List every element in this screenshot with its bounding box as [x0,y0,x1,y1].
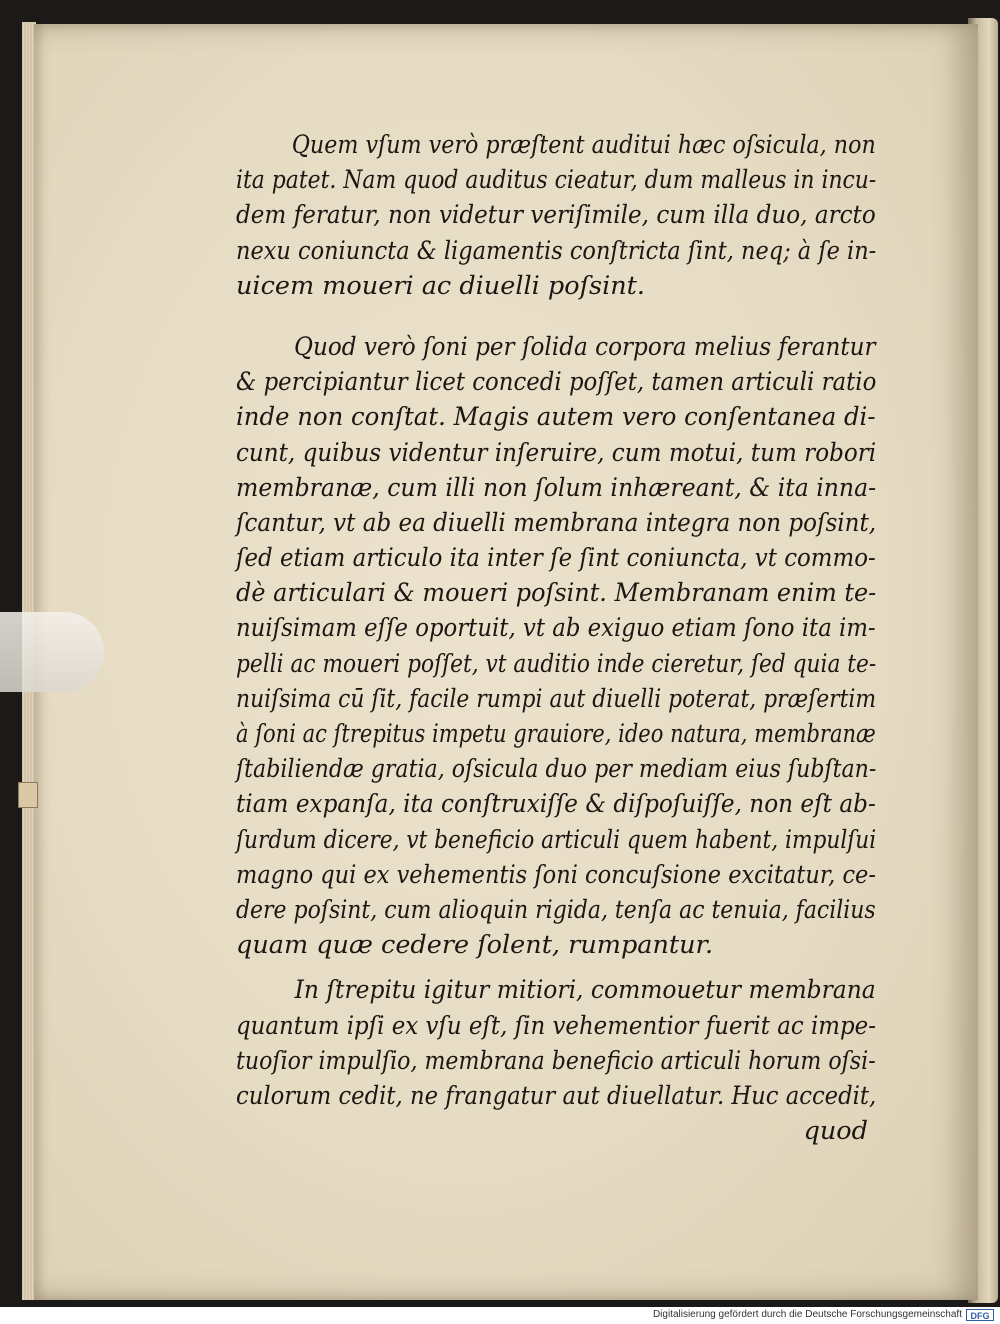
text-line: membranæ, cum illi non ſolum inhæreant, & ita inna- [236,472,877,503]
text-line: ſed etiam articulo ita inter ſe ſint coniuncta, vt commo- [236,543,876,574]
text-line: ita patet. Nam quod auditus cieatur, dum malleus in incu- [236,165,877,196]
bookmark-tab [0,612,104,692]
paragraph-1 [236,128,876,304]
text-line: à ſoni ac ſtrepitus impetu grauiore, ideo natura, membranæ [236,719,876,749]
text-line: Quod verò ſoni per ſolida corpora melius ferantur [294,331,876,362]
text-line: dem feratur, non videtur veriſimile, cum illa duo, arcto [236,200,876,231]
text-line: In ſtrepitu igitur mitiori, commouetur membrana [294,975,876,1006]
text-line: pelli ac moueri poſſet, vt auditio inde cieretur, ſed quia te- [236,648,877,679]
text-line: tuoſior impulſio, membrana beneficio articuli horum oſsi- [236,1045,876,1076]
text-line: nexu coniuncta & ligamentis conſtricta ſint, neq; à ſe in- [236,235,877,266]
text-line: quantum ipſi ex vſu eſt, ſin vehementior fuerit ac impe- [236,1010,876,1041]
text-line: cunt, quibus videntur inſeruire, cum motui, tum robori [236,437,877,468]
text-line: magno qui ex vehementis ſoni concuſsione excitatur, ce- [236,859,876,890]
text-line: ſurdum dicere, vt beneficio articuli quem habent, impulſui [236,824,877,855]
text-line: dè articulari & moueri poſsint. Membranam enim te- [236,578,877,609]
text-line: quam quæ cedere ſolent, rumpantur. [236,930,714,961]
text-line: ſtabiliendæ gratia, oſsicula duo per mediam eius ſubſtan- [236,754,877,785]
text-line: Quem vſum verò præſtent auditui hæc oſsicula, non [291,130,876,160]
paragraph-2 [236,330,876,963]
text-line: & percipiantur licet concedi poſſet, tamen articuli ratio [236,367,877,398]
paragraph-3 [236,973,876,1114]
catchword: quod [803,1116,868,1147]
text-block [236,128,876,1149]
text-line: dere poſsint, cum alioquin rigida, tenſa ac tenuia, facilius [236,894,876,925]
funding-credit: Digitalisierung gefördert durch die Deutsche Forschungsgemeinschaft [652,1309,962,1320]
edge-marker [18,782,38,808]
text-line: nuiſsima cū ſit, facile rumpi aut diuelli poterat, præſertim [236,683,877,714]
text-line: nuiſsimam eſſe oportuit, vt ab exiguo etiam ſono ita im- [236,613,876,644]
text-line: inde non conſtat. Magis autem vero conſentanea di- [236,402,876,433]
text-line: uicem moueri ac diuelli poſsint. [236,270,646,301]
text-line: tiam expanſa, ita conſtruxiſſe & diſpoſuiſſe, non eſt ab- [236,789,876,820]
text-line: ſcantur, vt ab ea diuelli membrana integra non poſsint, [236,507,877,538]
text-line: culorum cedit, ne frangatur aut diuellatur. Huc accedit, [236,1080,877,1111]
dfg-logo: DFG [966,1309,994,1321]
